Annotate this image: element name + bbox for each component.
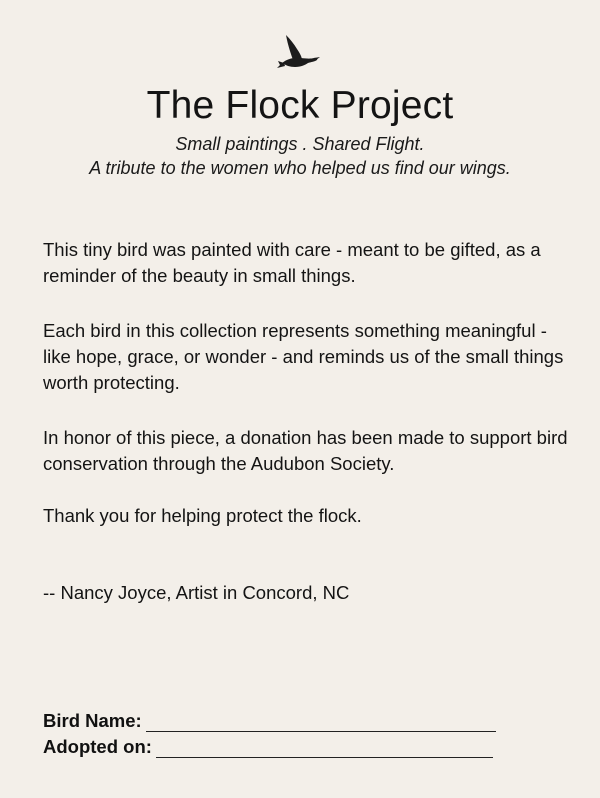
page-title: The Flock Project (146, 84, 454, 127)
bird-name-label: Bird Name: (43, 710, 142, 731)
tagline-line-2: A tribute to the women who helped us find our wings. (89, 158, 511, 178)
flying-bird-icon (276, 30, 322, 76)
paragraph-donation: In honor of this piece, a donation has been made to support bird conservation through the Audubon Society. (43, 427, 568, 474)
tagline-line-1: Small paintings . Shared Flight. (175, 134, 425, 154)
paragraph-meaning: Each bird in this collection represents something meaningful - like hope, grace, or wonder - and reminds us of the small things worth protecting. (43, 320, 564, 393)
paragraph-thanks: Thank you for helping protect the flock. (43, 505, 362, 526)
adopted-on-field (43, 734, 493, 758)
artist-signature: -- Nancy Joyce, Artist in Concord, NC (43, 582, 350, 603)
bird-name-blank-line (146, 713, 496, 732)
bird-name-field (43, 708, 496, 732)
adopted-on-label: Adopted on: (43, 736, 152, 757)
adopted-on-blank-line (156, 739, 493, 758)
paragraph-intro: This tiny bird was painted with care - meant to be gifted, as a reminder of the beauty in small things. (43, 239, 541, 286)
